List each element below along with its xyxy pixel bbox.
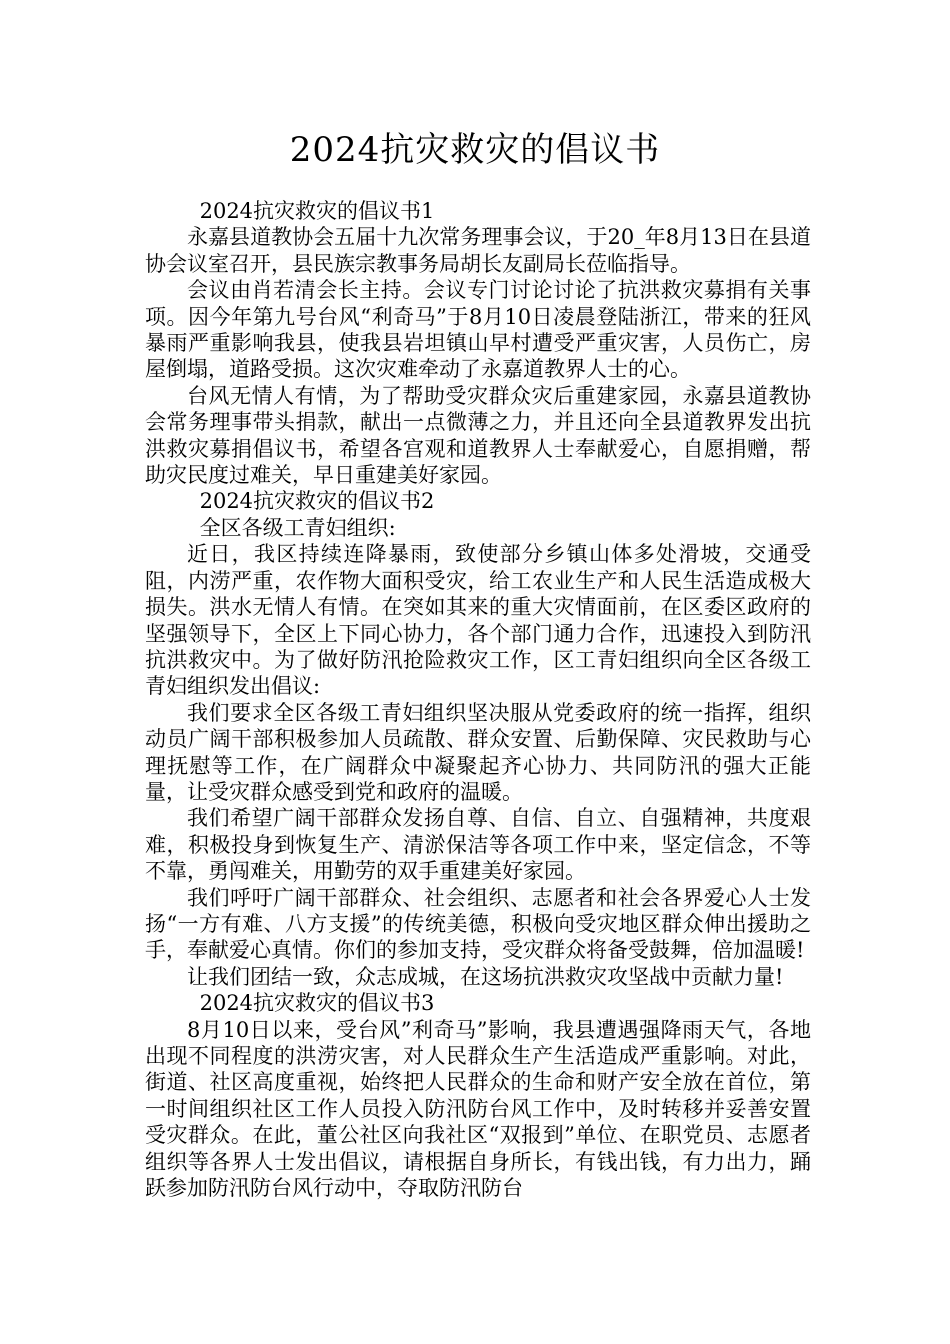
document-title: 2024抗灾救灾的倡议书 bbox=[289, 130, 661, 170]
paragraph: 我们要求全区各级工青妇组织坚决服从党委政府的统一指挥，组织动员广阔干部积极参加人员疏散、群众安置、后勤保障、灾民救助与心理抚慰等工作，在广阔群众中凝聚起齐心协力、共同防汛的强大正能量，让受灾群众感受到党和政府的温暖。 bbox=[145, 700, 811, 804]
paragraph: 永嘉县道教协会五届十九次常务理事会议，于20_年8月13日在县道协会议室召开，县民族宗教事务局胡长友副局长莅临指导。 bbox=[145, 225, 811, 276]
section-heading: 2024抗灾救灾的倡议书1 bbox=[199, 199, 435, 223]
document-body bbox=[145, 198, 811, 1201]
paragraph: 我们呼吁广阔干部群众、社会组织、志愿者和社会各界爱心人士发扬“一方有难、八方支援”的传统美德，积极向受灾地区群众伸出援助之手，奉献爱心真情。你们的参加支持，受灾群众将备受鼓舞，倍加温暖! bbox=[145, 885, 811, 963]
paragraph: 会议由肖若清会长主持。会议专门讨论讨论了抗洪救灾募捐有关事项。因今年第九号台风“利奇马”于8月10日凌晨登陆浙江，带来的狂风暴雨严重影响我县，使我县岩坦镇山早村遭受严重灾害，人员伤亡，房屋倒塌，道路受损。这次灾难牵动了永嘉道教界人士的心。 bbox=[145, 278, 811, 382]
paragraph: 让我们团结一致，众志成城，在这场抗洪救灾攻坚战中贡献力量! bbox=[187, 964, 784, 989]
section-heading: 2024抗灾救灾的倡议书3 bbox=[199, 991, 435, 1016]
section-heading: 2024抗灾救灾的倡议书2 bbox=[199, 489, 435, 514]
paragraph: 台风无情人有情，为了帮助受灾群众灾后重建家园，永嘉县道教协会常务理事带头捐款，献出一点微薄之力，并且还向全县道教界发出抗洪救灾募捐倡议书，希望各宫观和道教界人士奉献爱心，自愿捐赠，帮助灾民度过难关，早日重建美好家园。 bbox=[145, 383, 811, 488]
paragraph: 我们希望广阔干部群众发扬自尊、自信、自立、自强精神，共度艰难，积极投身到恢复生产、清淤保洁等各项工作中来，坚定信念，不等不靠，勇闯难关，用勤劳的双手重建美好家园。 bbox=[145, 806, 811, 884]
paragraph: 8月10日以来，受台风”利奇马”影响，我县遭遇强降雨天气，各地出现不同程度的洪涝灾害，对人民群众生产生活造成严重影响。对此，街道、社区高度重视，始终把人民群众的生命和财产安全放在首位，第一时间组织社区工作人员投入防汛防台风工作中，及时转移并妥善安置受灾群众。在此，董公社区向我社区“双报到”单位、在职党员、志愿者组织等各界人士发出倡议，请根据自身所长，有钱出钱，有力出力，踊跃参加防汛防台风行动中，夺取防汛防台 bbox=[145, 1017, 811, 1201]
paragraph: 近日，我区持续连降暴雨，致使部分乡镇山体多处滑坡，交通受阻，内涝严重，农作物大面积受灾，给工农业生产和人民生活造成极大损失。洪水无情人有情。在突如其来的重大灾情面前，在区委区政府的坚强领导下，全区上下同心协力，各个部门通力合作，迅速投入到防汛抗洪救灾中。为了做好防汛抢险救灾工作，区工青妇组织向全区各级工青妇组织发出倡议: bbox=[145, 542, 811, 699]
section-heading: 全区各级工青妇组织: bbox=[199, 515, 396, 540]
